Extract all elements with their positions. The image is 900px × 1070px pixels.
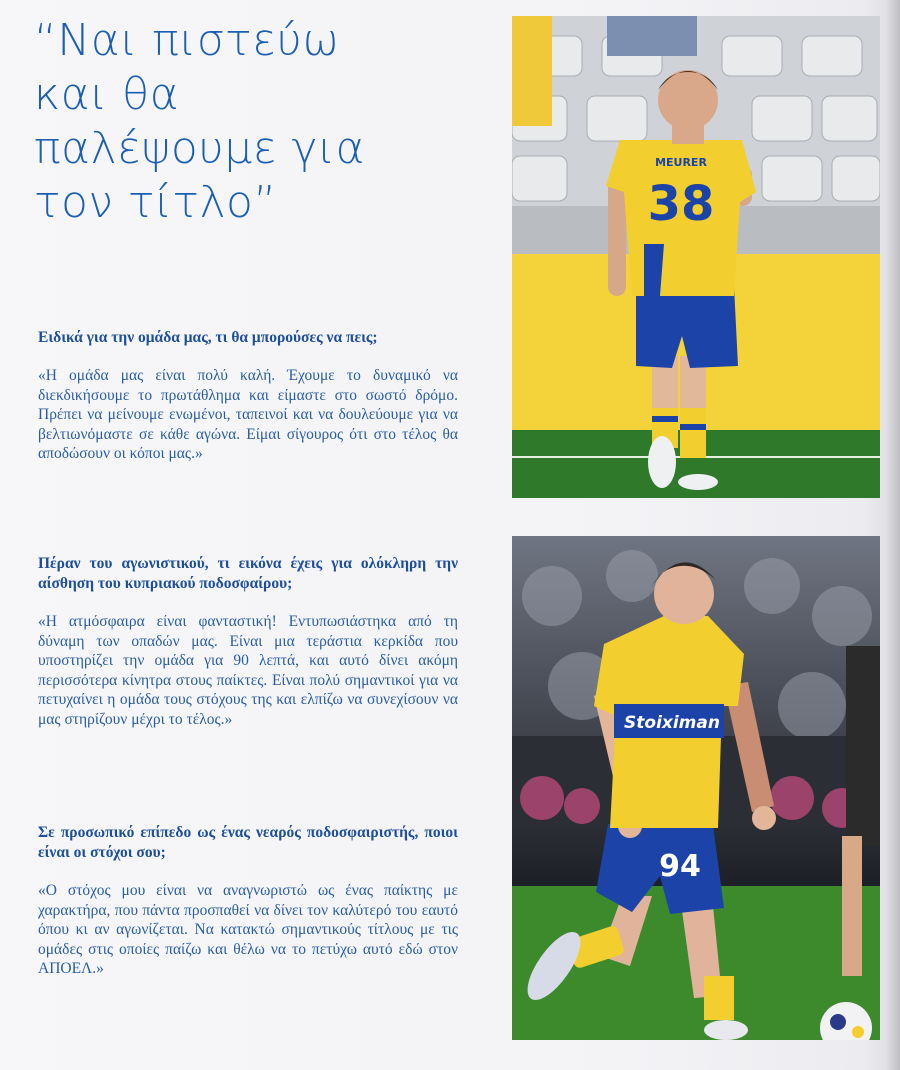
interview-question: Ειδικά για την ομάδα μας, τι θα μπορούσες να πεις; bbox=[38, 329, 378, 346]
shorts-number: 94 bbox=[659, 849, 701, 884]
player-photo-top bbox=[512, 16, 880, 498]
jersey-name: MEURER bbox=[655, 156, 707, 169]
interview-answer: «Η ομάδα μας είναι πολύ καλή. Έχουμε το δυναμικό να διεκδικήσουμε το πρωτάθλημα και είμαστε στο σωστό δρόμο. Πρέπει να μείνουμε ενωμένοι, ταπεινοί και να δουλεύουμε για να βελτιωνόμαστε σε κάθε αγώνα. Είμαι σίγουρος ότι στο τέλος θα αποδώσουν οι κόποι μας.» bbox=[38, 367, 458, 462]
interview-block bbox=[38, 554, 458, 729]
interview-answer: «Ο στόχος μου είναι να αναγνωριστώ ως ένας παίκτης με χαρακτήρα, που πάντα προσπαθεί να δίνει τον καλύτερό του εαυτό όπου κι αν αγωνίζεται. Να κατακτώ σημαντικούς τίτλους με τις ομάδες στις οποίες παίζω και θέλω να το πετύχω αυτό εδώ στον ΑΠΟΕΛ.» bbox=[38, 882, 458, 977]
pull-quote-line: “Ναι πιστεύω bbox=[34, 15, 340, 66]
pull-quote-line: και θα bbox=[34, 69, 180, 120]
interview-question: Σε προσωπικό επίπεδο ως ένας νεαρός ποδοσφαιριστής, ποιοι είναι οι στόχοι σου; bbox=[38, 824, 458, 861]
jersey-number: 38 bbox=[647, 176, 715, 232]
pull-quote bbox=[34, 14, 494, 230]
pull-quote-line: τον τίτλο” bbox=[34, 177, 277, 228]
player-photo-bottom bbox=[512, 536, 880, 1040]
interview-answer: «Η ατμόσφαιρα είναι φανταστική! Εντυπωσιάστηκα από τη δύναμη των οπαδών μας. Είναι μια τεράστια κερκίδα που υποστηρίζει την ομάδα για 90 λεπτά, και αυτό δίνει ακόμη περισσότερα κίνητρα στους παίκτες. Είναι πολύ σημαντικοί για να πετυχαίνει η ομάδα τους στόχους της και ελπίζω να συνεχίσουν να μας στηρίζουν μέχρι το τέλος.» bbox=[38, 613, 458, 728]
interview-block bbox=[38, 823, 458, 979]
pull-quote-line: παλέψουμε για bbox=[34, 123, 366, 174]
interview-block bbox=[38, 328, 458, 464]
page-edge-shadow bbox=[886, 0, 900, 1070]
interview-question: Πέραν του αγωνιστικού, τι εικόνα έχεις για ολόκληρη την αίσθηση του κυπριακού ποδοσφαίρου; bbox=[38, 555, 458, 592]
sponsor-logo: Stoiximan bbox=[624, 713, 720, 733]
